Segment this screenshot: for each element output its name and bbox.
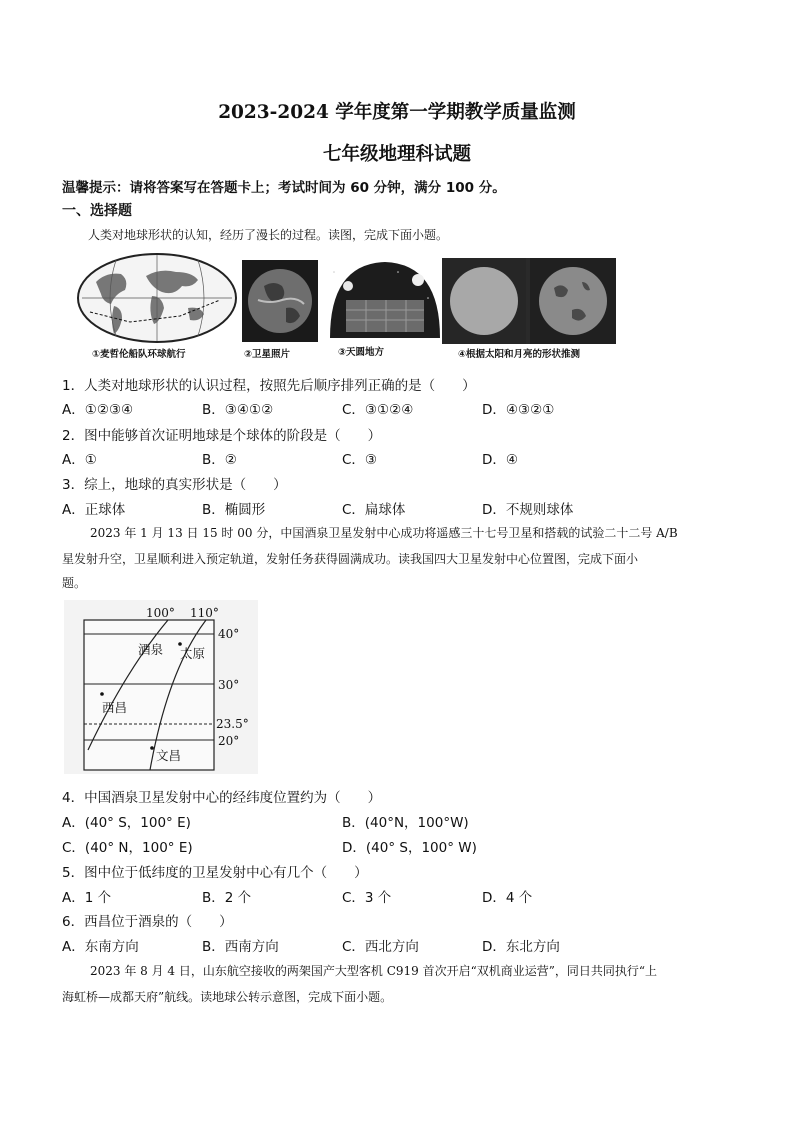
question-5-option-c: C．3 个 xyxy=(342,890,392,906)
launch-center-map xyxy=(64,600,258,774)
wenchang-dot xyxy=(150,746,154,750)
lon-label-100: 100° xyxy=(146,606,175,620)
intro-paragraph-2-line-2: 星发射升空，卫星顺利进入预定轨道，发射任务获得圆满成功。读我国四大卫星发射中心位置图，完成下面小 xyxy=(62,552,639,566)
city-xichang: 西昌 xyxy=(102,700,128,715)
question-3-option-d: D．不规则球体 xyxy=(482,502,574,518)
question-2-option-b: B．② xyxy=(202,452,237,468)
question-5-option-b: B．2 个 xyxy=(202,890,252,906)
exam-title: 2023-2024 学年度第一学期教学质量监测 xyxy=(218,102,576,123)
question-1-option-c: C．③①②④ xyxy=(342,402,414,418)
question-6: 6．西昌位于酒泉的（ ） xyxy=(62,914,233,930)
question-3: 3．综上，地球的真实形状是（ ） xyxy=(62,477,287,493)
question-1: 1．人类对地球形状的认识过程，按照先后顺序排列正确的是（ ） xyxy=(62,378,476,394)
question-6-option-a: A．东南方向 xyxy=(62,939,139,955)
sun-moon-image xyxy=(442,258,616,344)
question-3-option-b: B．椭圆形 xyxy=(202,502,266,518)
intro-paragraph-2-line-3: 题。 xyxy=(62,576,87,590)
question-5-option-a: A．1 个 xyxy=(62,890,112,906)
caption-3: ③天圆地方 xyxy=(338,347,385,358)
caption-1: ①麦哲伦船队环球航行 xyxy=(92,349,186,360)
lat-label-30: 30° xyxy=(218,678,240,692)
question-6-option-b: B．西南方向 xyxy=(202,939,279,955)
satellite-photo-image xyxy=(242,260,318,342)
intro-paragraph-1: 人类对地球形状的认知，经历了漫长的过程。读图，完成下面小题。 xyxy=(88,228,449,242)
lat-label-23-5: 23.5° xyxy=(216,717,249,731)
question-2-option-d: D．④ xyxy=(482,452,518,468)
question-1-option-d: D．④③②① xyxy=(482,402,555,418)
xichang-dot xyxy=(100,692,104,696)
city-wenchang: 文昌 xyxy=(156,748,182,763)
question-4-option-d: D．(40° S，100° W) xyxy=(342,840,477,856)
world-map-image xyxy=(76,252,238,344)
question-3-option-c: C．扁球体 xyxy=(342,502,406,518)
question-2-option-a: A．① xyxy=(62,452,97,468)
exam-subtitle: 七年级地理科试题 xyxy=(322,144,471,165)
question-4: 4．中国酒泉卫星发射中心的经纬度位置约为（ ） xyxy=(62,790,382,806)
lat-label-20: 20° xyxy=(218,734,240,748)
city-taiyuan: 太原 xyxy=(180,646,206,661)
question-5: 5．图中位于低纬度的卫星发射中心有几个（ ） xyxy=(62,865,368,881)
question-4-option-c: C．(40° N，100° E) xyxy=(62,840,193,856)
lon-label-110: 110° xyxy=(190,606,219,620)
city-jiuquan: 酒泉 xyxy=(138,642,164,657)
question-2: 2．图中能够首次证明地球是个球体的阶段是（ ） xyxy=(62,428,382,444)
question-4-option-b: B．(40°N，100°W) xyxy=(342,815,469,831)
question-6-option-d: D．东北方向 xyxy=(482,939,560,955)
section-heading: 一、选择题 xyxy=(62,203,132,219)
question-3-option-a: A．正球体 xyxy=(62,502,126,518)
caption-2: ②卫星照片 xyxy=(244,349,291,360)
lat-label-40: 40° xyxy=(218,627,240,641)
question-5-option-d: D．4 个 xyxy=(482,890,533,906)
exam-tip: 温馨提示：请将答案写在答题卡上；考试时间为 60 分钟，满分 100 分。 xyxy=(62,180,506,196)
intro-paragraph-3-line-2: 海虹桥—成都天府”航线。读地球公转示意图，完成下面小题。 xyxy=(62,990,393,1004)
intro-paragraph-3-line-1: 2023 年 8 月 4 日，山东航空接收的两架国产大型客机 C919 首次开启“双机商业运营”，同日共同执行“上 xyxy=(90,964,658,978)
question-1-option-b: B．③④①② xyxy=(202,402,274,418)
caption-4: ④根据太阳和月亮的形状推测 xyxy=(458,349,581,360)
intro-paragraph-2-line-1: 2023 年 1 月 13 日 15 时 00 分，中国酒泉卫星发射中心成功将遥感三十七号卫星和搭载的试验二十二号 A/B xyxy=(90,526,678,540)
question-1-option-a: A．①②③④ xyxy=(62,402,134,418)
dome-sky-image xyxy=(328,258,442,344)
question-4-option-a: A．(40° S，100° E) xyxy=(62,815,191,831)
question-2-option-c: C．③ xyxy=(342,452,378,468)
question-6-option-c: C．西北方向 xyxy=(342,939,419,955)
earth-shape-figure xyxy=(76,248,616,360)
